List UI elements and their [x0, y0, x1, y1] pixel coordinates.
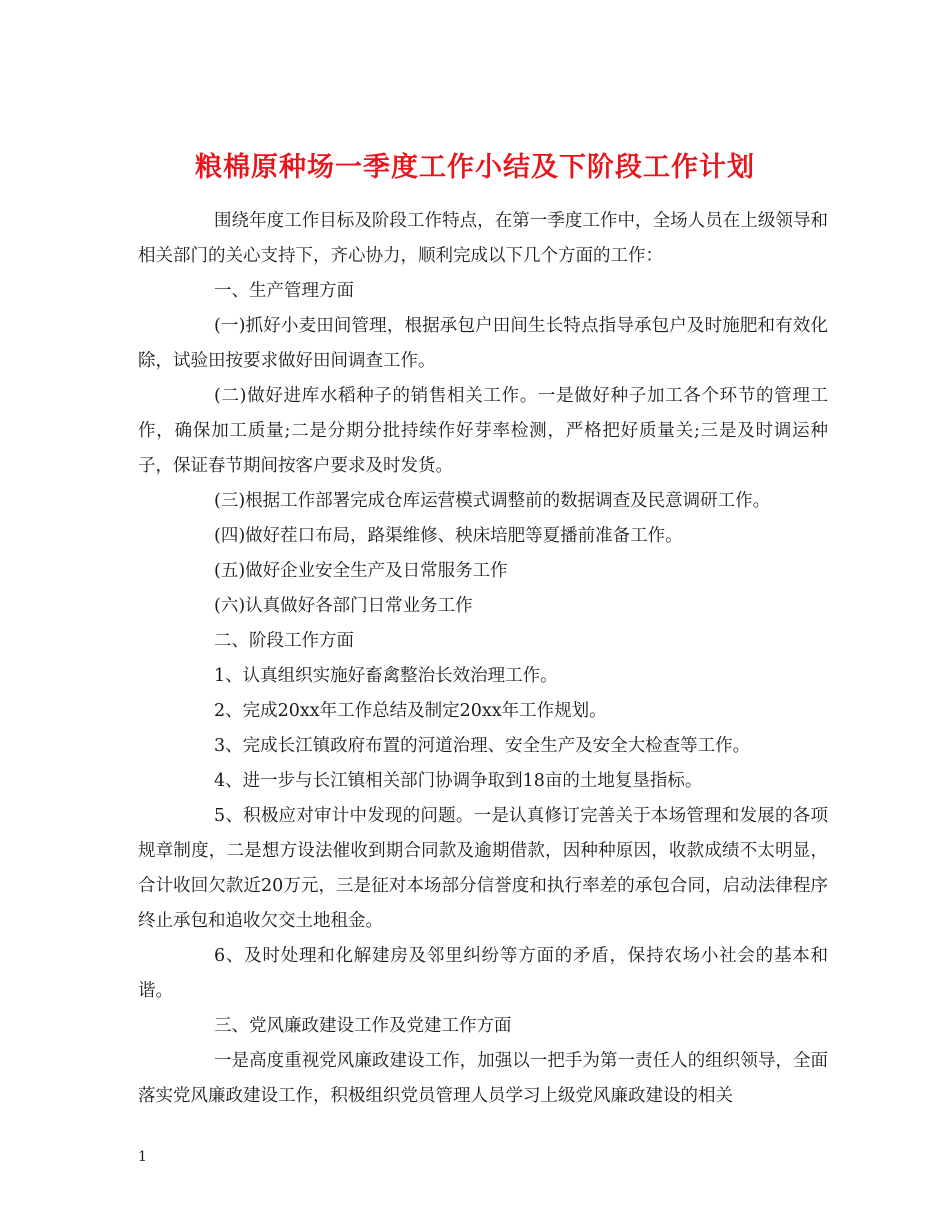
page-number: 1 [138, 1149, 147, 1165]
paragraph-item-5: (五)做好企业安全生产及日常服务工作 [214, 561, 508, 581]
paragraph-item-4: (四)做好茬口布局，路渠维修、秧床培肥等夏播前准备工作。 [214, 526, 683, 546]
document-body [138, 204, 828, 1114]
paragraph-stage-2: 2、完成20xx年工作总结及制定20xx年工作规划。 [214, 701, 607, 721]
paragraph-item-3: (三)根据工作部署完成仓库运营模式调整前的数据调查及民意调研工作。 [214, 491, 771, 511]
paragraph-stage-1: 1、认真组织实施好畜禽整治长效治理工作。 [214, 666, 558, 686]
paragraph-stage-6: 6、及时处理和化解建房及邻里纠纷等方面的矛盾，保持农场小社会的基本和谐。 [138, 946, 828, 1001]
section-heading-stage-work: 二、阶段工作方面 [214, 631, 354, 651]
document-title: 粮棉原种场一季度工作小结及下阶段工作计划 [195, 152, 755, 184]
paragraph-item-2: (二)做好进库水稻种子的销售相关工作。一是做好种子加工各个环节的管理工作，确保加工质量;二是分期分批持续作好芽率检测，严格把好质量关;三是及时调运种子，保证春节期间按客户要求及时发货。 [138, 386, 828, 476]
paragraph-item-6: (六)认真做好各部门日常业务工作 [214, 596, 473, 616]
paragraph-stage-4: 4、进一步与长江镇相关部门协调争取到18亩的土地复垦指标。 [214, 771, 703, 791]
section-heading-party-building: 三、党风廉政建设工作及党建工作方面 [214, 1016, 512, 1036]
paragraph-intro: 围绕年度工作目标及阶段工作特点，在第一季度工作中，全场人员在上级领导和相关部门的关心支持下，齐心协力，顺利完成以下几个方面的工作： [138, 211, 828, 266]
paragraph-party-1: 一是高度重视党风廉政建设工作，加强以一把手为第一责任人的组织领导，全面落实党风廉政建设工作，积极组织党员管理人员学习上级党风廉政建设的相关 [138, 1051, 828, 1106]
paragraph-stage-3: 3、完成长江镇政府布置的河道治理、安全生产及安全大检查等工作。 [214, 736, 751, 756]
section-heading-production: 一、生产管理方面 [214, 281, 354, 301]
paragraph-stage-5: 5、积极应对审计中发现的问题。一是认真修订完善关于本场管理和发展的各项规章制度，二是想方设法催收到期合同款及逾期借款，因种种原因，收款成绩不太明显，合计收回欠款近20万元，三是征对本场部分信誉度和执行率差的承包合同，启动法律程序终止承包和追收欠交土地租金。 [138, 806, 828, 931]
paragraph-item-1: (一)抓好小麦田间管理，根据承包户田间生长特点指导承包户及时施肥和有效化除，试验田按要求做好田间调查工作。 [138, 316, 828, 371]
